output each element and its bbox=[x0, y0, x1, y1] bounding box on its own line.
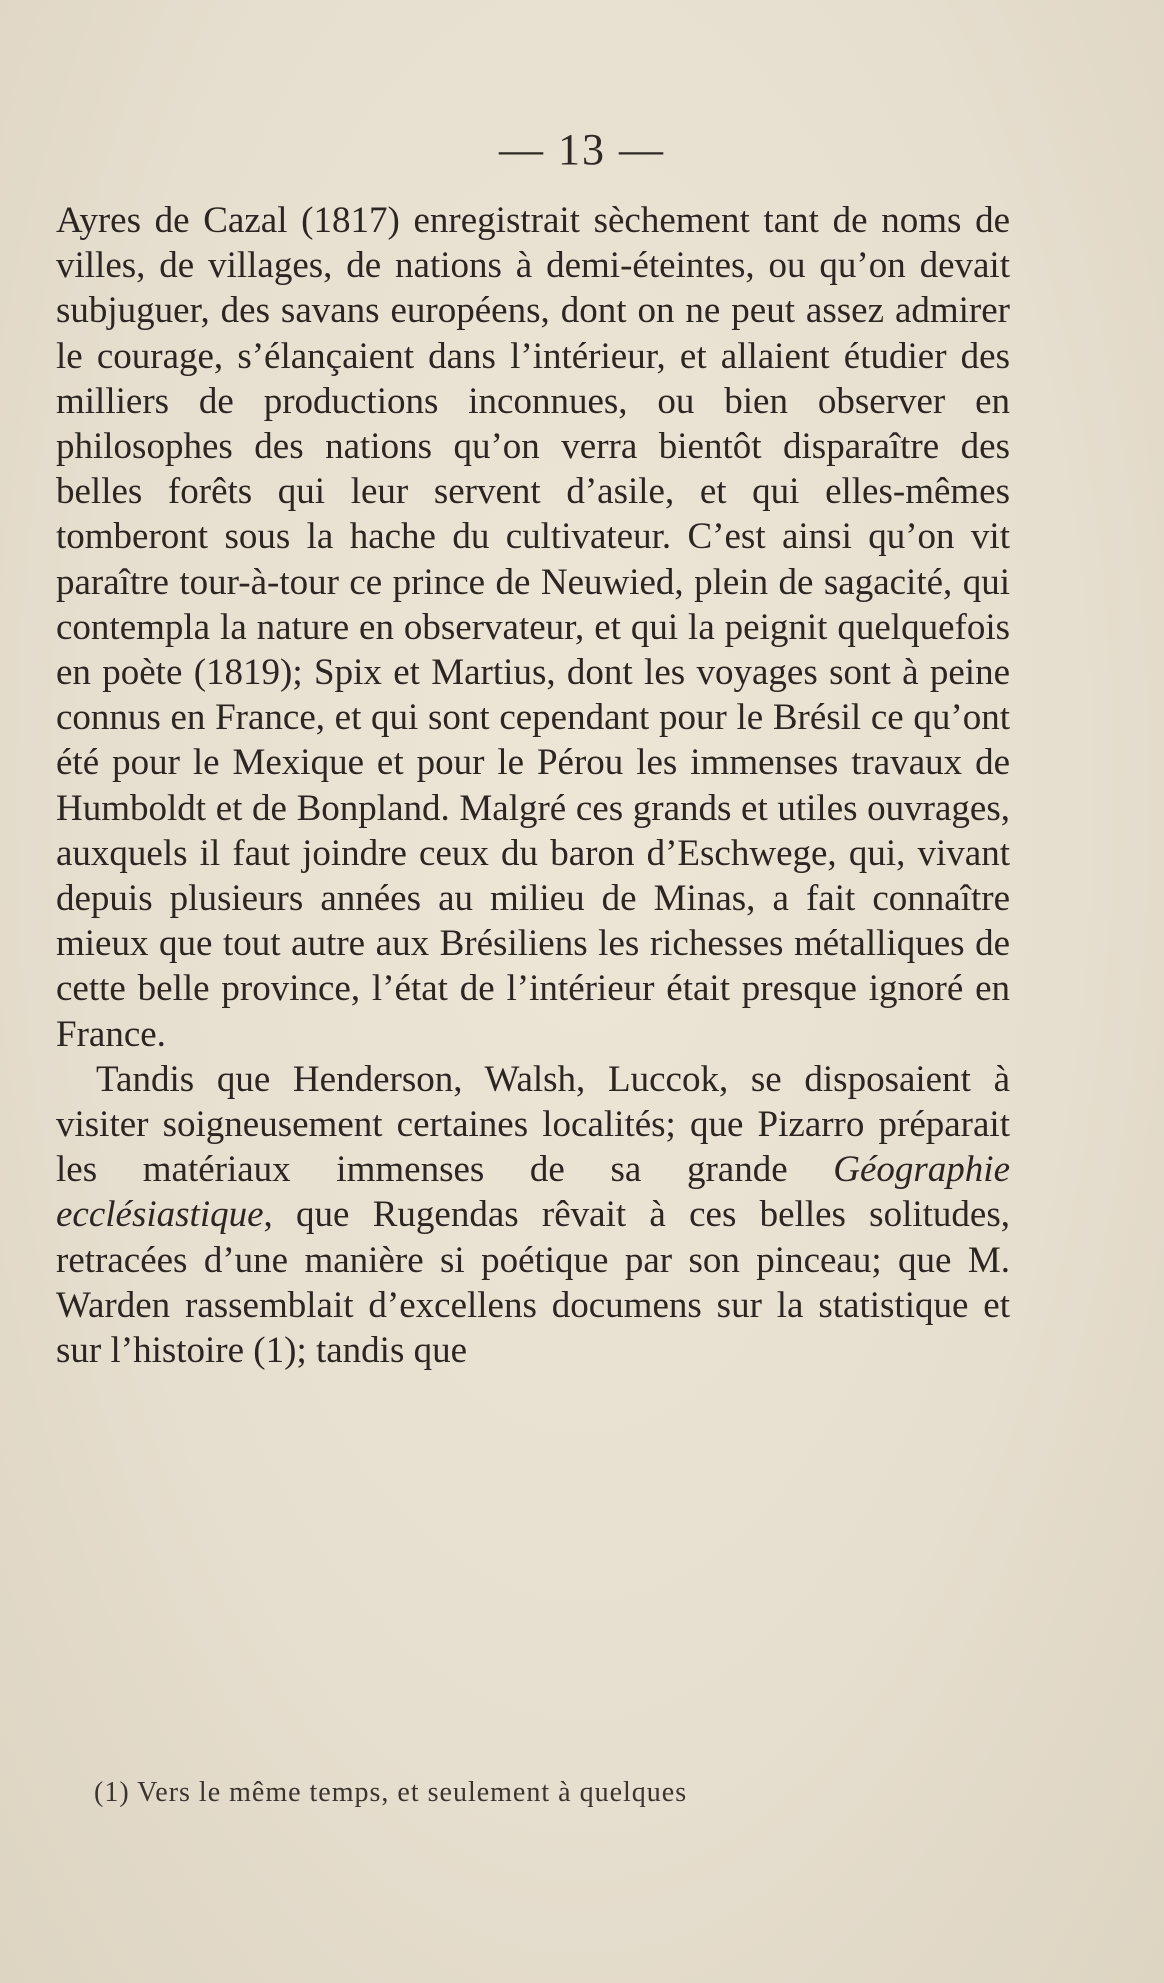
paragraph-1: Ayres de Cazal (1817) enregistrait sèchement tant de noms de villes, de villages, de nations à demi-éteintes, ou qu’on devait subjuguer, des savans européens, dont on ne peut assez admirer le courage, s’élançaient dans l’intérieur, et allaient étudier des milliers de productions inconnues, ou bien observer en philosophes des nations qu’on verra bientôt disparaître des belles forêts qui leur servent d’asile, et qui elles-mêmes tomberont sous la hache du cultivateur. C’est ainsi qu’on vit paraître tour-à-tour ce prince de Neuwied, plein de sagacité, qui contempla la nature en observateur, et qui la peignit quelquefois en poète (1819); Spix et Martius, dont les voyages sont à peine connus en France, et qui sont cependant pour le Brésil ce qu’ont été pour le Mexique et pour le Pérou les immenses travaux de Humboldt et de Bonpland. Malgré ces grands et utiles ouvrages, auxquels il faut joindre ceux du baron d’Eschwege, qui, vivant depuis plusieurs années au milieu de Minas, a fait connaître mieux que tout autre aux Brésiliens les richesses métalliques de cette belle province, l’état de l’intérieur était presque ignoré en France. bbox=[56, 200, 1010, 1055]
footnote: (1) Vers le même temps, et seulement à quelques bbox=[94, 1777, 688, 1808]
paragraph-2 bbox=[56, 1057, 1010, 1373]
page-number: — 13 — bbox=[499, 125, 665, 174]
paragraph-2-text-end: , que Rugendas rêvait à ces belles solitudes, retracées d’une manière si poétique par son pinceau; que M. Warden rassemblait d’excellens documens sur la statistique et sur l’histoire (1); tandis que bbox=[56, 1194, 1010, 1372]
paragraph-2-text-start: Tandis que Henderson, Walsh, Luccok, se disposaient à visiter soigneusement certaines localités; que Pizarro préparait les matériaux immenses de sa grande bbox=[56, 1058, 1010, 1191]
book-title-italic: Géographie ecclésiastique bbox=[56, 1149, 1010, 1236]
body-text bbox=[56, 198, 1010, 1373]
